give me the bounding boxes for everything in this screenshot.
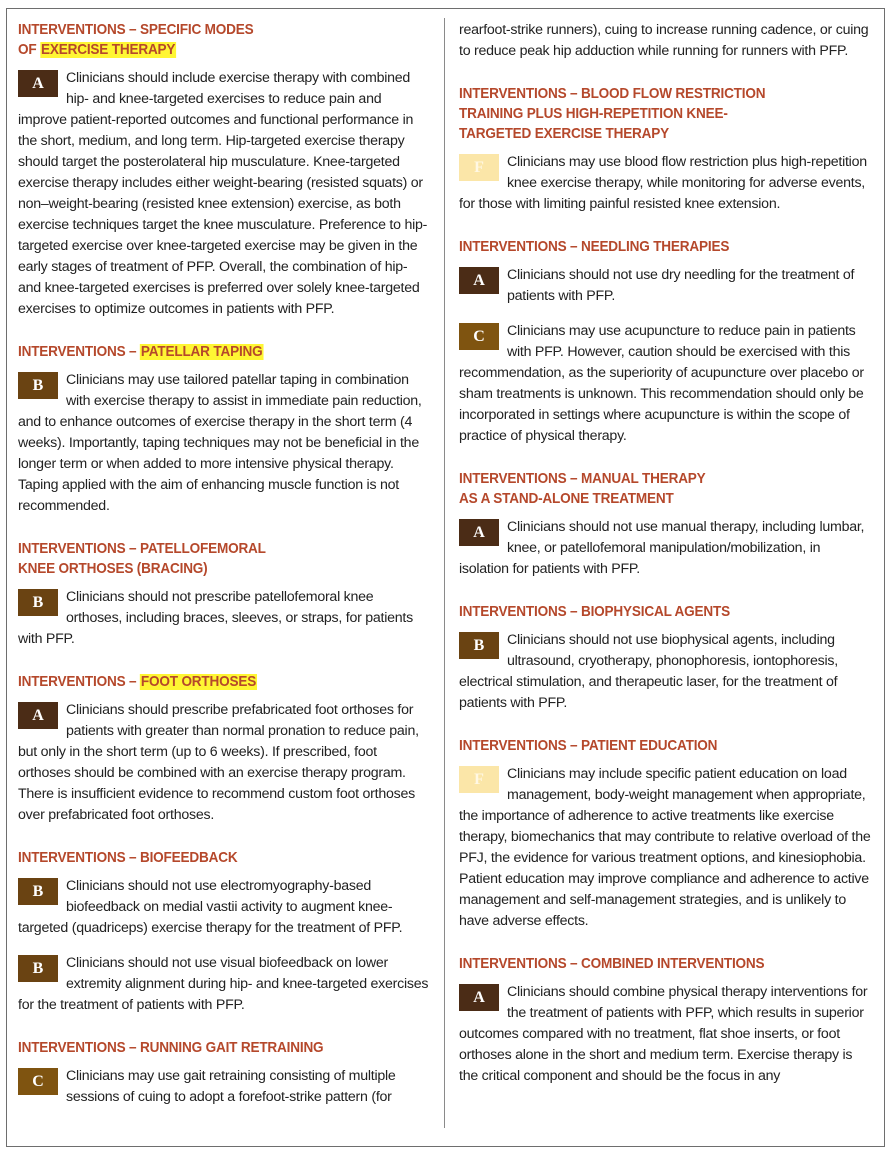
recommendation [459, 265, 873, 307]
grade-badge: B [18, 372, 58, 399]
recommendation [459, 764, 873, 932]
recommendation-text: Clinicians may include specific patient education on load management, body-weight management when appropriate, the importance of adherence to active treatments like exercise therapy, biomechanics that may contribute to relative overload of the PFJ, the evidence for various treatment options, and kinesiophobia. Patient education may improve compliance and adherence to active management and self-management strategies, and is unlikely to have adverse effects. [459, 766, 871, 929]
section-manual-therapy [459, 469, 873, 580]
highlighted-text: FOOT ORTHOSES [140, 674, 257, 690]
section-patellar-taping [18, 342, 430, 517]
recommendation-text: Clinicians should include exercise therapy with combined hip- and knee-targeted exercises to reduce pain and improve patient-reported outcomes and functional performance in the short, medium, and long term. Hip-targeted exercise therapy should target the posterolateral hip musculature. Knee-targeted exercise therapy includes either weight-bearing (resisted squats) or non–weight-bearing (resisted knee extension) exercise, as both exercise techniques target the knee musculature. Preference to hip-targeted exercise over knee-targeted exercise may be given in the early stages of treatment of PFP. Overall, the combination of hip- and knee-targeted exercises is preferred over solely knee-targeted exercises to optimize outcomes in patients with PFP. [18, 70, 428, 317]
section-needling-therapies [459, 237, 873, 447]
recommendation [459, 982, 873, 1087]
section-title: INTERVENTIONS – MANUAL THERAPY AS A STAND-ALONE TREATMENT [459, 471, 706, 507]
grade-badge: B [459, 632, 499, 659]
section-title: INTERVENTIONS – PATIENT EDUCATION [459, 738, 718, 754]
recommendation [18, 587, 430, 650]
recommendation-text: Clinicians may use tailored patellar taping in combination with exercise therapy to assist in immediate pain reduction, and to enhance outcomes of exercise therapy in the short term (4 weeks). Importantly, taping techniques may not be beneficial in the longer term or when added to more intensive physical therapy. Taping applied with the aim of enhancing muscle function is not recommended. [18, 372, 422, 514]
section-title: INTERVENTIONS – SPECIFIC MODES OF EXERCISE THERAPY [18, 22, 254, 58]
section-title: INTERVENTIONS – COMBINED INTERVENTIONS [459, 956, 765, 972]
grade-badge: A [459, 267, 499, 294]
recommendation [459, 321, 873, 447]
recommendation-text: Clinicians may use blood flow restriction plus high-repetition knee exercise therapy, while monitoring for adverse events, for those with limiting painful resisted knee extension. [459, 154, 867, 212]
recommendation-text: Clinicians should prescribe prefabricated foot orthoses for patients with greater than normal pronation to reduce pain, but only in the short term (up to 6 weeks). If prescribed, foot orthoses should be combined with an exercise therapy program. There is insufficient evidence to recommend custom foot orthoses over prefabricated foot orthoses. [18, 702, 419, 823]
recommendation-text: Clinicians may use gait retraining consisting of multiple sessions of cuing to adopt a forefoot-strike pattern (for [66, 1068, 396, 1105]
section-title: INTERVENTIONS – PATELLAR TAPING [18, 344, 263, 360]
recommendation [18, 953, 430, 1016]
section-specific-modes-exercise-therapy [18, 20, 430, 320]
section-title: INTERVENTIONS – PATELLOFEMORAL KNEE ORTHOSES (BRACING) [18, 541, 266, 577]
section-biofeedback [18, 848, 430, 1016]
section-title: INTERVENTIONS – NEEDLING THERAPIES [459, 239, 730, 255]
section-title: INTERVENTIONS – BIOFEEDBACK [18, 850, 238, 866]
recommendation-text: Clinicians should combine physical therapy interventions for the treatment of patients with PFP, which results in superior outcomes compared with no treatment, flat shoe inserts, or foot orthoses alone in the short and medium term. Exercise therapy is the critical component and should be the focus in any [459, 984, 868, 1084]
section-title: INTERVENTIONS – BIOPHYSICAL AGENTS [459, 604, 730, 620]
recommendation-text: Clinicians should not use manual therapy, including lumbar, knee, or patellofemoral manipulation/mobilization, in isolation for patients with PFP. [459, 519, 865, 577]
section-biophysical-agents [459, 602, 873, 714]
grade-badge: F [459, 154, 499, 181]
recommendation [18, 876, 430, 939]
recommendation [459, 152, 873, 215]
recommendation-text: Clinicians may use acupuncture to reduce pain in patients with PFP. However, caution should be exercised with this recommendation, as the superiority of acupuncture over placebo or sham treatments is unknown. This recommendation should only be incorporated in settings where acupuncture is within the scope of practice of physical therapy. [459, 323, 864, 444]
section-patient-education [459, 736, 873, 932]
section-knee-orthoses [18, 539, 430, 650]
recommendation-text: Clinicians should not prescribe patellofemoral knee orthoses, including braces, sleeves, or straps, for patients with PFP. [18, 589, 413, 647]
recommendation-text: rearfoot-strike runners), cuing to increase running cadence, or cuing to reduce peak hip adduction while running for runners with PFP. [459, 22, 869, 59]
grade-badge: A [18, 702, 58, 729]
section-title: INTERVENTIONS – RUNNING GAIT RETRAINING [18, 1040, 324, 1056]
recommendation-text: Clinicians should not use biophysical agents, including ultrasound, cryotherapy, phonophoresis, iontophoresis, electrical stimulation, and therapeutic laser, for the treatment of patients with PFP. [459, 632, 838, 711]
left-column [18, 20, 430, 1130]
grade-badge: C [459, 323, 499, 350]
recommendation [18, 370, 430, 517]
continued-text [459, 20, 873, 62]
section-combined-interventions [459, 954, 873, 1087]
grade-badge: F [459, 766, 499, 793]
recommendation-text: Clinicians should not use visual biofeedback on lower extremity alignment during hip- and knee-targeted exercises for the treatment of patients with PFP. [18, 955, 429, 1013]
grade-badge: B [18, 878, 58, 905]
section-title: INTERVENTIONS – BLOOD FLOW RESTRICTION TRAINING PLUS HIGH-REPETITION KNEE- TARGETED EXERCISE THERAPY [459, 86, 766, 142]
section-blood-flow-restriction [459, 84, 873, 215]
right-column [459, 20, 873, 1109]
section-foot-orthoses [18, 672, 430, 826]
grade-badge: A [459, 519, 499, 546]
grade-badge: B [18, 955, 58, 982]
recommendation-text: Clinicians should not use electromyography-based biofeedback on medial vastii activity to augment knee-targeted (quadriceps) exercise therapy for the treatment of PFP. [18, 878, 403, 936]
highlighted-text: EXERCISE THERAPY [41, 42, 176, 58]
section-title: INTERVENTIONS – FOOT ORTHOSES [18, 674, 257, 690]
column-divider [444, 18, 445, 1128]
highlighted-text: PATELLAR TAPING [140, 344, 263, 360]
recommendation [18, 68, 430, 320]
recommendation [459, 630, 873, 714]
recommendation [18, 700, 430, 826]
recommendation-text: Clinicians should not use dry needling for the treatment of patients with PFP. [507, 267, 855, 304]
grade-badge: B [18, 589, 58, 616]
grade-badge: C [18, 1068, 58, 1095]
recommendation [18, 1066, 430, 1108]
grade-badge: A [18, 70, 58, 97]
grade-badge: A [459, 984, 499, 1011]
recommendation [459, 517, 873, 580]
section-running-gait-retraining [18, 1038, 430, 1108]
